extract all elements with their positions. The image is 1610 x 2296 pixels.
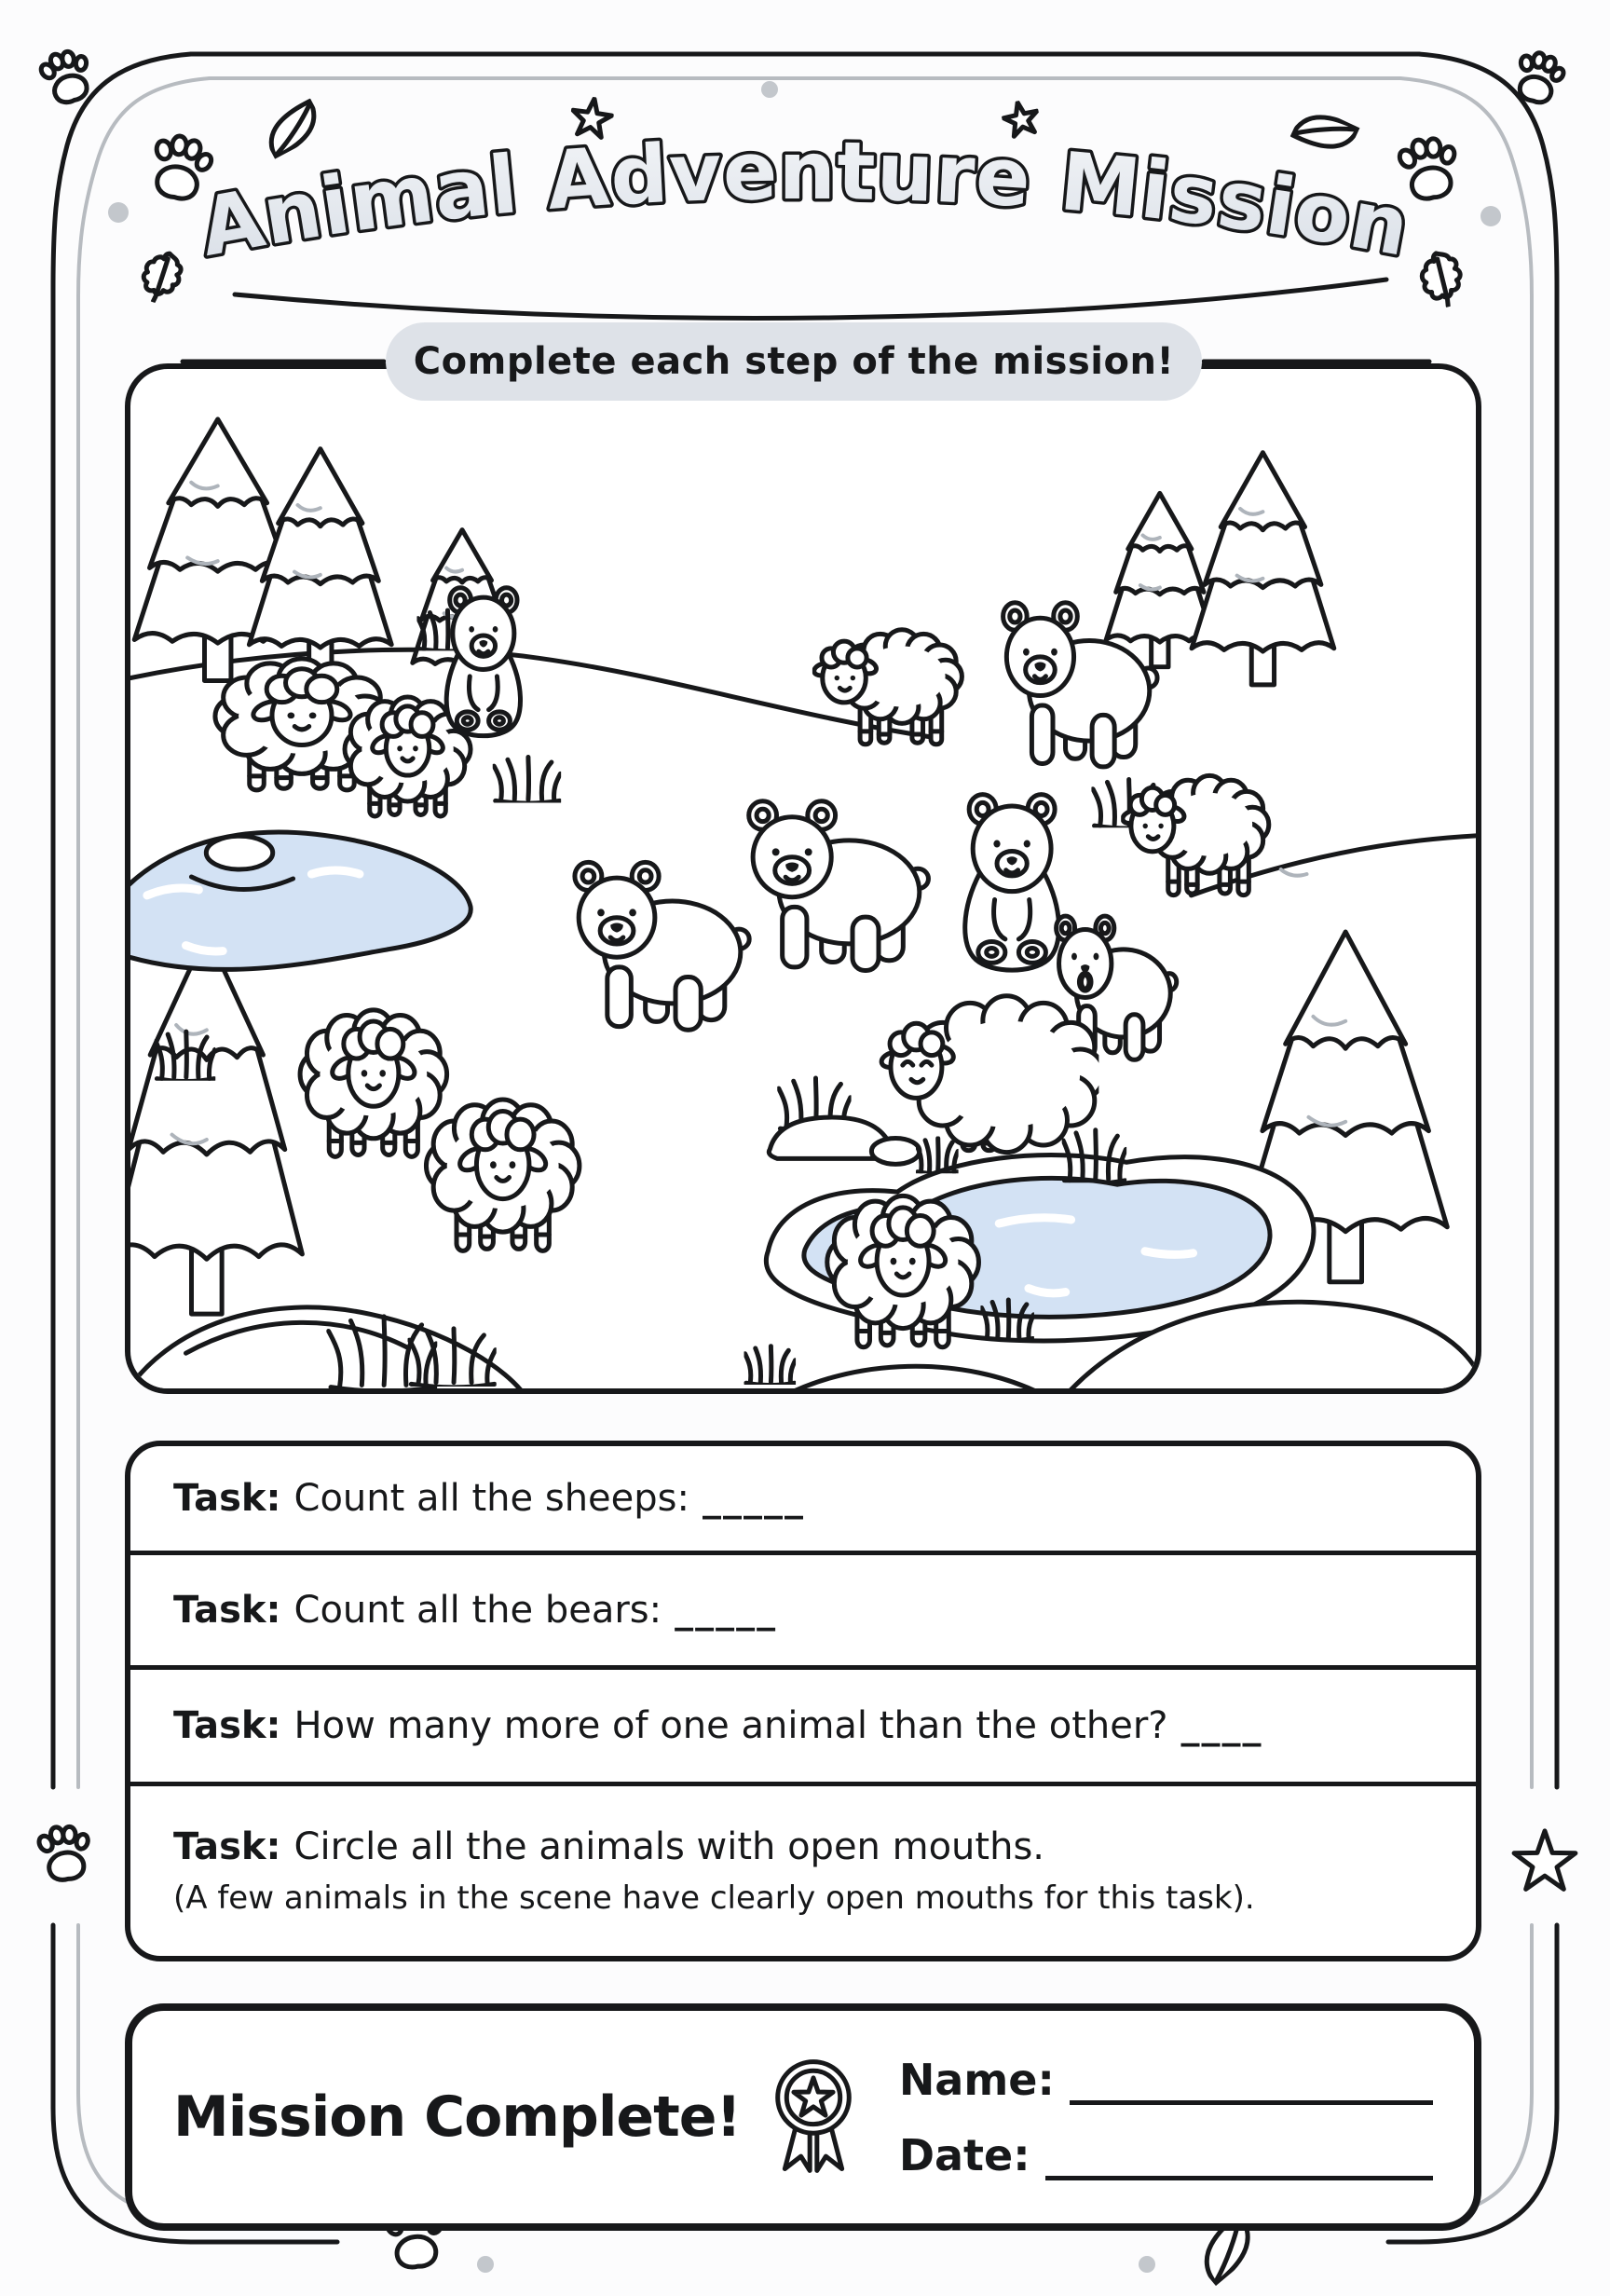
task-row-count-bears: [130, 1551, 1476, 1665]
mission-complete-box: [125, 2003, 1481, 2231]
sheep-5[interactable]: [300, 1010, 447, 1156]
pine-tree: [130, 933, 302, 1314]
answer-blank-bear-count[interactable]: _____: [675, 1589, 778, 1632]
pond-rock: [206, 836, 272, 869]
leaf-icon: [1292, 104, 1358, 159]
task-label: Task:: [173, 1704, 281, 1747]
task-text: How many more of one animal than the other?: [293, 1704, 1168, 1747]
gray-dot: [761, 81, 778, 98]
title-underline-swoosh: [235, 280, 1386, 318]
date-write-line[interactable]: [1045, 2129, 1433, 2180]
gray-dot: [108, 202, 129, 223]
oak-leaf-icon: [1417, 249, 1467, 310]
grass-tuft: [745, 1346, 796, 1386]
answer-blank-difference[interactable]: ____: [1180, 1704, 1263, 1747]
sheep-4[interactable]: [1121, 775, 1268, 895]
bear-4[interactable]: [749, 801, 929, 971]
gray-dot: [1480, 206, 1501, 226]
gray-dot: [477, 2256, 494, 2273]
task-row-count-sheep: [130, 1446, 1476, 1551]
sheep-6[interactable]: [426, 1100, 579, 1250]
scene-canvas: [130, 369, 1476, 1388]
bear-3[interactable]: [575, 862, 749, 1030]
task-label: Task:: [173, 1825, 281, 1868]
grass-tuft: [917, 1139, 958, 1174]
instruction-banner: [386, 322, 1202, 401]
sheep-7-sitting[interactable]: [880, 996, 1103, 1153]
task-note: (A few animals in the scene have clearly open mouths for this task).: [173, 1879, 1255, 1917]
pine-tree: [249, 449, 391, 681]
page-title: Animal Adventure Mission: [193, 124, 1417, 276]
sheep-3[interactable]: [812, 630, 962, 745]
oak-leaf-icon: [137, 248, 185, 307]
name-label: Name:: [898, 2055, 1055, 2105]
date-row: [899, 2129, 1433, 2180]
snow-mounds: [130, 1302, 1476, 1388]
mission-heading: Mission Complete!: [173, 2084, 741, 2150]
instruction-banner-text: Complete each step of the mission!: [413, 340, 1175, 383]
gray-dot: [1139, 2256, 1155, 2273]
completion-form: [886, 2054, 1433, 2180]
date-label: Date:: [898, 2130, 1030, 2180]
bear-1[interactable]: [446, 588, 520, 736]
answer-blank-sheep-count[interactable]: _____: [702, 1477, 805, 1520]
task-row-difference: [130, 1665, 1476, 1782]
paw-print-icon: [35, 1823, 95, 1883]
task-row-circle-open-mouths: [130, 1782, 1476, 1956]
pond-top-left: [130, 832, 471, 969]
task-list: [125, 1441, 1481, 1961]
bear-5[interactable]: [965, 795, 1059, 971]
name-row: [899, 2054, 1433, 2105]
task-text: Count all the sheeps:: [293, 1477, 689, 1520]
star-icon: [1514, 1831, 1576, 1889]
task-label: Task:: [173, 1589, 281, 1632]
task-text: Count all the bears:: [293, 1589, 662, 1632]
grass-tuft: [494, 757, 560, 803]
scene-frame: [125, 363, 1481, 1394]
task-label: Task:: [173, 1477, 281, 1520]
medal-icon: [769, 2055, 858, 2180]
leaf-icon: [260, 101, 326, 157]
task-text: Circle all the animals with open mouths.: [293, 1825, 1044, 1868]
name-write-line[interactable]: [1070, 2054, 1433, 2105]
pine-tree: [1192, 453, 1334, 685]
